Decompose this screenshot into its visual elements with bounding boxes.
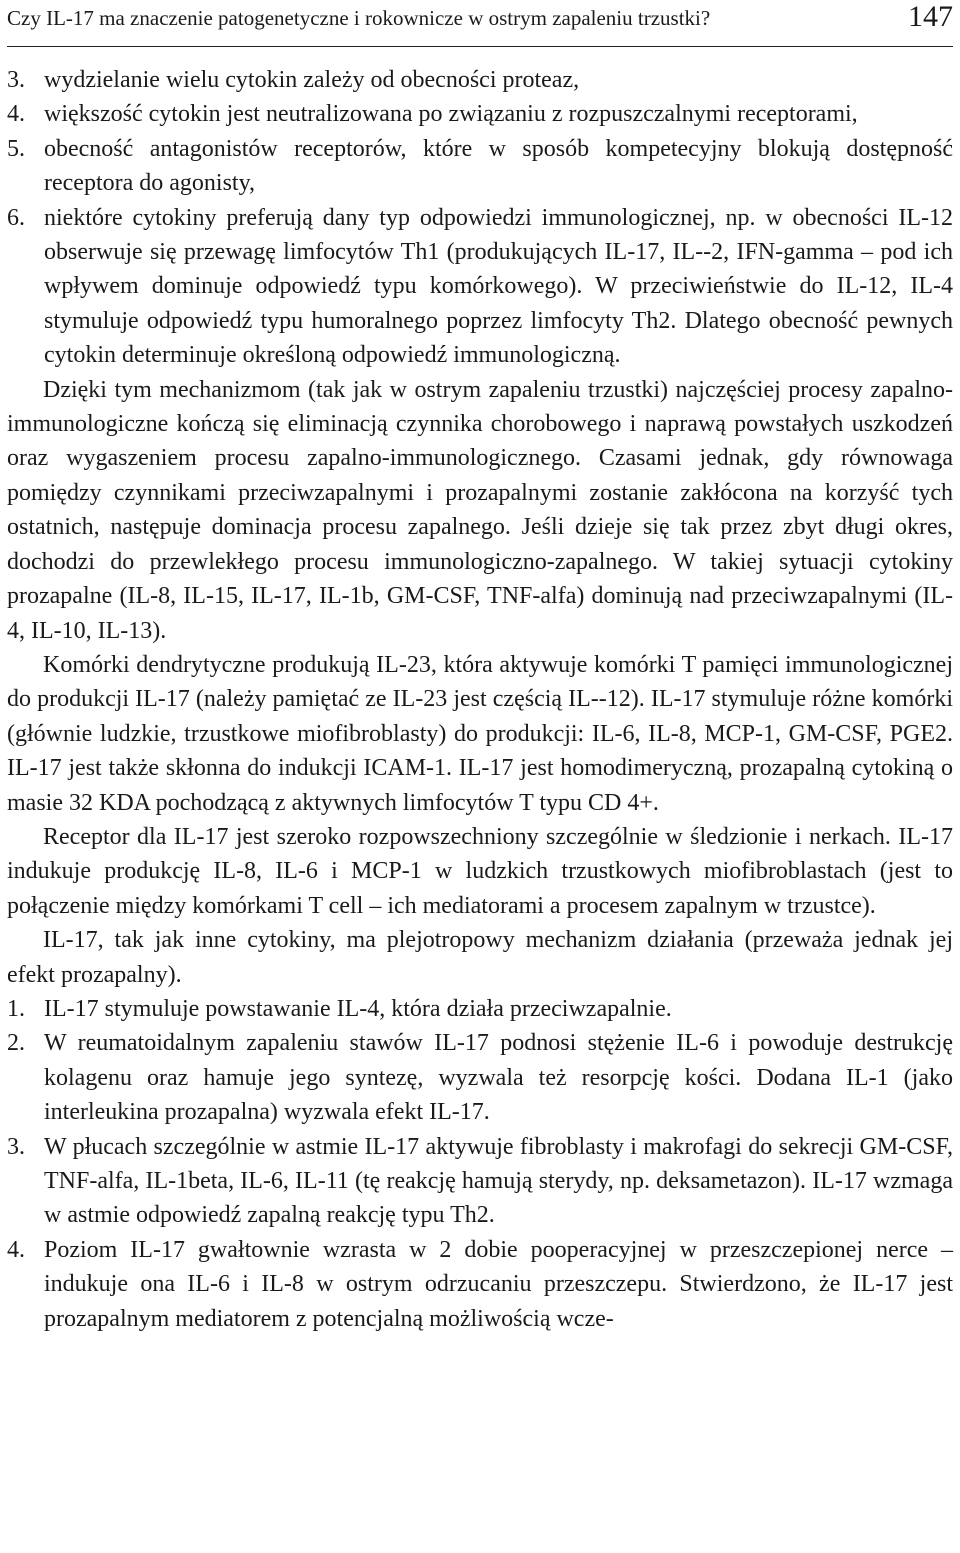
numbered-list-top (7, 63, 953, 373)
document-page (7, 0, 953, 1336)
list-item-text: IL-17 stymuluje powstawanie IL-4, która działa przeciwzapalnie. (44, 995, 672, 1022)
list-item (7, 1130, 953, 1233)
list-item-number: 4. (7, 1236, 25, 1263)
list-item-text: W płucach szczególnie w astmie IL-17 aktywuje fibroblasty i makrofagi do sekrecji GM-CSF, TNF-alfa, IL-1beta, IL-6, IL-11 (tę reakcję hamują sterydy, np. deksametazon). IL-17 wzmaga w astmie odpowiedź zapalną reakcję typu Th2. (44, 1133, 953, 1229)
list-item (7, 1026, 953, 1129)
list-item-text: W reumatoidalnym zapaleniu stawów IL-17 podnosi stężenie IL-6 i powoduje destrukcję kolagenu oraz hamuje jego syntezę, wyzwala też resorpcję kości. Dodana IL-1 (jako interleukina prozapalna) wyzwala efekt IL-17. (44, 1030, 953, 1126)
list-item-text: obecność antagonistów receptorów, które w sposób kompetecyjny blokują dostępność receptora do agonisty, (44, 135, 953, 197)
paragraph: Receptor dla IL-17 jest szeroko rozpowszechniony szczególnie w śledzionie i nerkach. IL-17 indukuje produkcję IL-8, IL-6 i MCP-1 w ludzkich trzustkowych miofibroblastach (jest to połączenie między komórkami T cell – ich mediatorami a procesem zapalnym w trzustce). (7, 823, 953, 919)
list-item-number: 5. (7, 135, 25, 162)
running-title: Czy IL-17 ma znaczenie patogenetyczne i rokownicze w ostrym zapaleniu trzustki? (7, 6, 711, 30)
list-item (7, 992, 953, 1026)
list-item-text: niektóre cytokiny preferują dany typ odpowiedzi immunologicznej, np. w obecności IL-12 obserwuje się przewagę limfocytów Th1 (produkujących IL-17, IL--2, IFN-gamma – pod ich wpływem dominuje odpowiedź typu komórkowego). W przeciwieństwie do IL-12, IL-4 stymuluje odpowiedź typu humoralnego poprzez limfocyty Th2. Dlatego obecność pewnych cytokin determinuje określoną odpowiedź immunologiczną. (44, 204, 953, 369)
list-item-number: 2. (7, 1030, 25, 1057)
paragraph: Komórki dendrytyczne produkują IL-23, która aktywuje komórki T pamięci immunologicznej do produkcji IL-17 (należy pamiętać ze IL-23 jest częścią IL--12). IL-17 stymuluje różne komórki (głównie ludzkie, trzustkowe miofibroblasty) do produkcji: IL-6, IL-8, MCP-1, GM-CSF, PGE2. IL-17 jest także skłonna do indukcji ICAM-1. IL-17 jest homodimeryczną, prozapalną cytokiną o masie 32 KDA pochodzącą z aktywnych limfocytów T typu CD 4+. (7, 651, 953, 816)
list-item-number: 6. (7, 204, 25, 231)
numbered-list-bottom (7, 992, 953, 1336)
paragraph: IL-17, tak jak inne cytokiny, ma plejotropowy mechanizm działania (przeważa jednak jej efekt prozapalny). (7, 927, 953, 988)
list-item-number: 3. (7, 1133, 25, 1160)
body-text (7, 63, 953, 1336)
list-item-text: większość cytokin jest neutralizowana po związaniu z rozpuszczalnymi receptorami, (44, 101, 858, 128)
list-item (7, 132, 953, 201)
list-item-number: 1. (7, 995, 25, 1022)
list-item-number: 3. (7, 67, 25, 93)
page-number: 147 (908, 0, 953, 33)
list-item-text: Poziom IL-17 gwałtownie wzrasta w 2 dobie pooperacyjnej w przeszczepionej nerce – indukuje ona IL-6 i IL-8 w ostrym odrzucaniu przeszczepu. Stwierdzono, że IL-17 jest prozapalnym mediatorem z potencjalną możliwością wcze- (44, 1236, 953, 1332)
list-item (7, 97, 953, 131)
list-item (7, 201, 953, 373)
list-item-text: wydzielanie wielu cytokin zależy od obecności proteaz, (44, 67, 580, 93)
list-item (7, 63, 953, 97)
list-item-number: 4. (7, 101, 25, 128)
list-item (7, 1233, 953, 1336)
running-header (7, 0, 953, 47)
paragraph: Dzięki tym mechanizmom (tak jak w ostrym zapaleniu trzustki) najczęściej procesy zapalno-immunologiczne kończą się eliminacją czynnika chorobowego i naprawą powstałych uszkodzeń oraz wygaszeniem procesu zapalno-immunologicznego. Czasami jednak, gdy równowaga pomiędzy czynnikami przeciwzapalnymi i prozapalnymi zostanie zakłócona na korzyść tych ostatnich, następuje dominacja procesu zapalnego. Jeśli dzieje się tak przez zbyt długi okres, dochodzi do przewlekłego procesu immunologiczno-zapalnego. W takiej sytuacji cytokiny prozapalne (IL-8, IL-15, IL-17, IL-1b, GM-CSF, TNF-alfa) dominują nad przeciwzapalnymi (IL-4, IL-10, IL-13). (7, 376, 953, 644)
